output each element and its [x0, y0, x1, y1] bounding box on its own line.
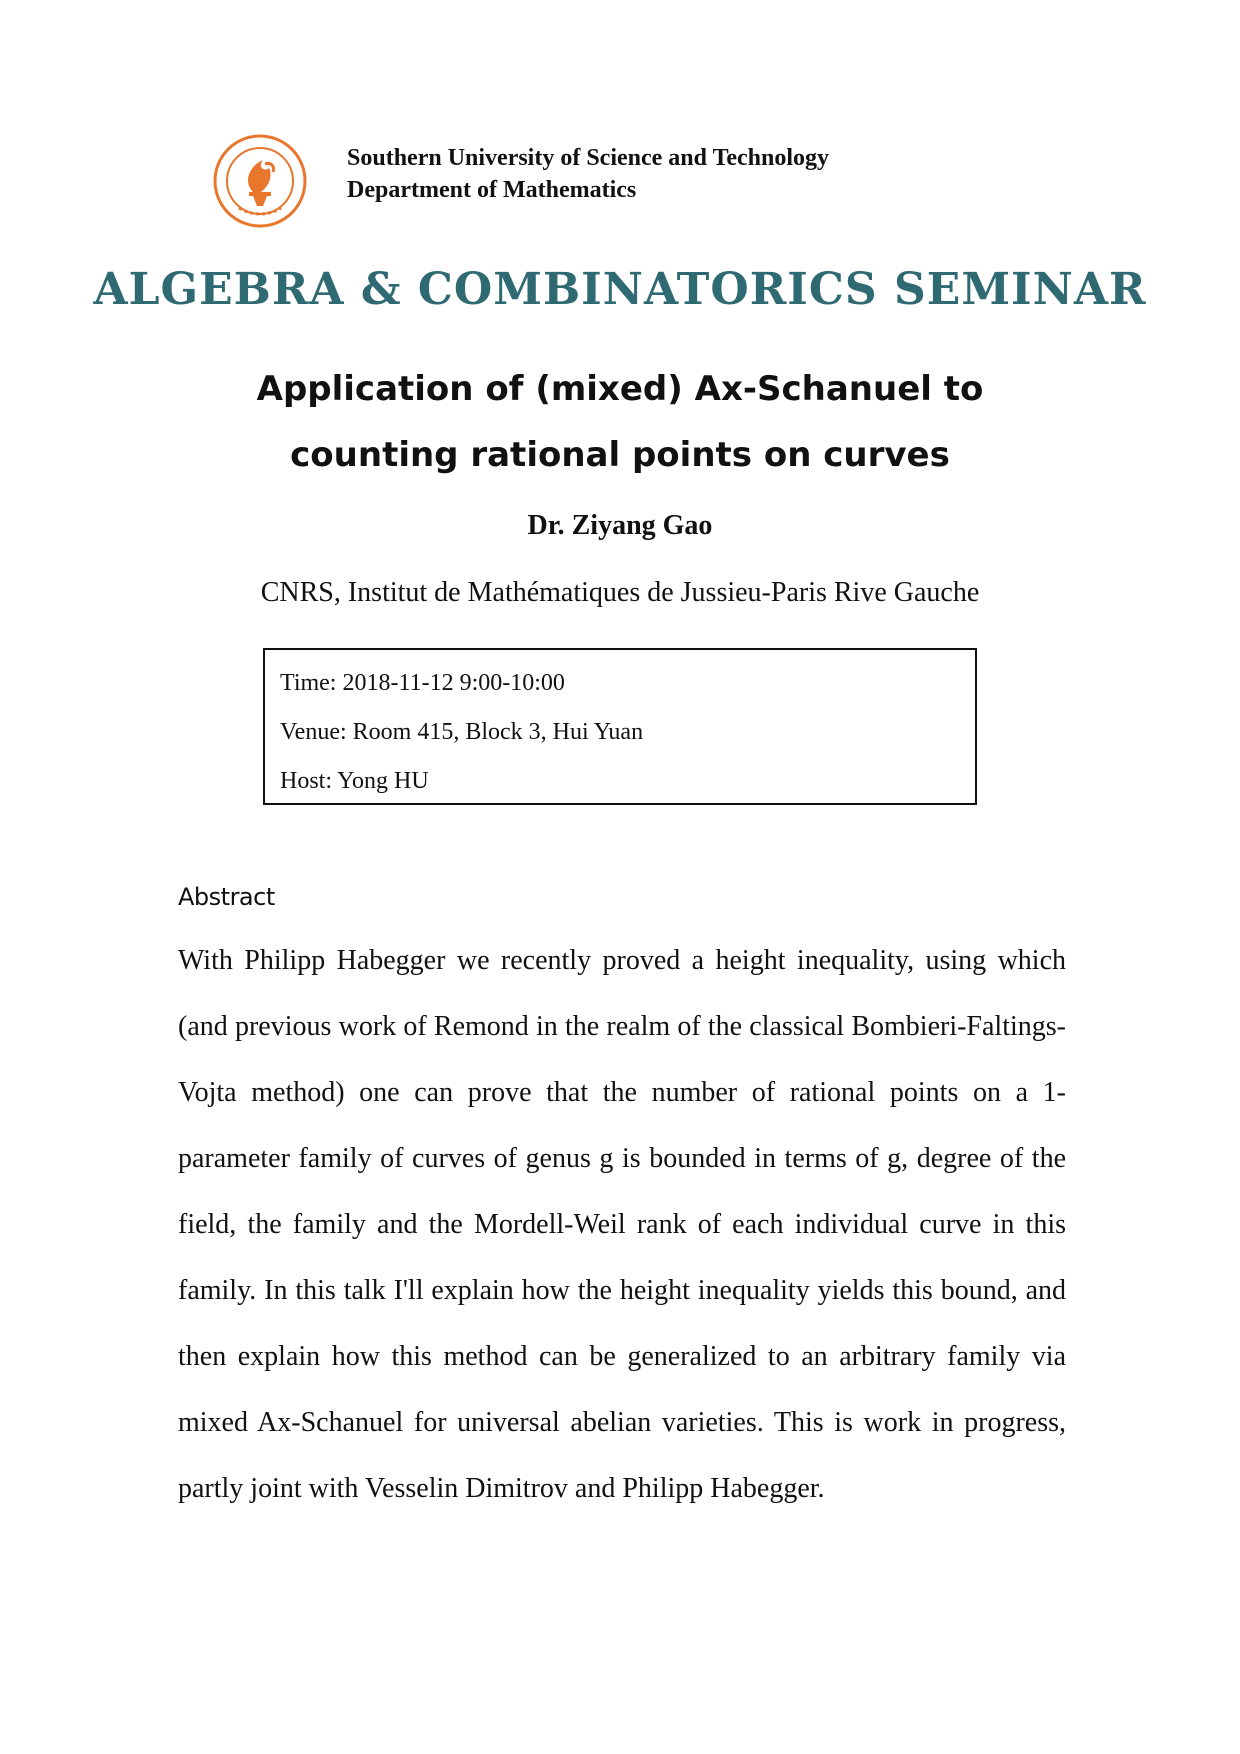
talk-title: Application of (mixed) Ax-Schanuel to counting rational points on curves	[256, 369, 984, 475]
abstract-text: With Philipp Habegger we recently proved a height inequality, using which (and previous work of Remond in the realm of the classical Bombieri-Faltings- Vojta method) one can prove that the number of rational points on a 1-parameter family of curves of genus g is bounded in terms of g, degree of the field, the family and the Mordell-Weil rank of each individual curve in this family. In this talk I'll explain how the height inequality yields this bound, and then explain how this method can be generalized to an arbitrary family via mixed Ax-Schanuel for universal abelian varieties. This is work in progress, partly joint with Vesselin Dimitrov and Philipp Habegger.	[178, 945, 1066, 1504]
event-venue: Venue: Room 415, Block 3, Hui Yuan	[280, 719, 644, 745]
university-logo-icon	[213, 134, 307, 228]
department-name: Department of Mathematics	[347, 177, 637, 203]
speaker-name: Dr. Ziyang Gao	[527, 510, 713, 541]
institution-header	[347, 142, 829, 206]
abstract-heading: Abstract	[178, 883, 275, 911]
university-name: Southern University of Science and Technology	[347, 145, 830, 171]
event-details-box	[263, 648, 977, 805]
seminar-series-title: ALGEBRA & COMBINATORICS SEMINAR	[93, 264, 1147, 315]
event-time: Time: 2018-11-12 9:00-10:00	[280, 670, 565, 696]
speaker-affiliation: CNRS, Institut de Mathématiques de Jussieu-Paris Rive Gauche	[260, 577, 980, 608]
event-host: Host: Yong HU	[280, 768, 429, 794]
